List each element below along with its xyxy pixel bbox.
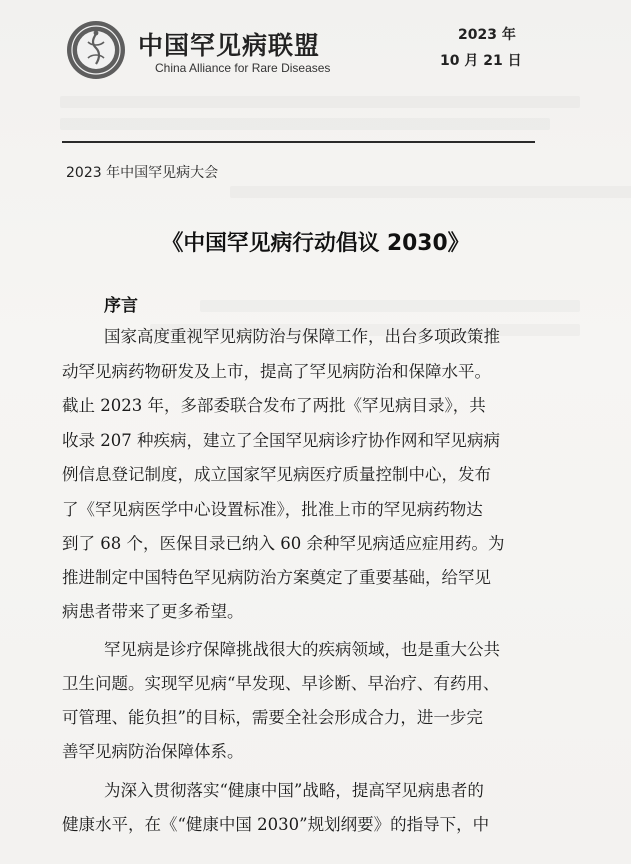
body-line: 为深入贯彻落实“健康中国”战略，提高罕见病患者的 — [104, 781, 484, 800]
date-day: 10 月 21 日 — [440, 53, 522, 69]
letterhead — [0, 0, 631, 150]
body-line: 善罕见病防治保障体系。 — [62, 742, 244, 761]
body-line: 例信息登记制度，成立国家罕见病医疗质量控制中心，发布 — [62, 465, 491, 484]
event-name: 2023 年中国罕见病大会 — [66, 165, 219, 181]
body-line: 国家高度重视罕见病防治与保障工作，出台多项政策推 — [104, 327, 500, 346]
org-seal-logo-icon — [66, 20, 126, 80]
body-line: 卫生问题。实现罕见病“早发现、早诊断、早治疗、有药用、 — [62, 674, 500, 693]
bleed-through-shadow — [200, 300, 580, 312]
body-line: 截止 2023 年，多部委联合发布了两批《罕见病目录》，共 — [62, 396, 486, 415]
body-line: 可管理、能负担”的目标，需要全社会形成合力，进一步完 — [62, 708, 483, 727]
body-line: 健康水平，在《“健康中国 2030”规划纲要》的指导下，中 — [62, 815, 490, 834]
section-heading: 序言 — [104, 296, 138, 316]
org-name-en: China Alliance for Rare Diseases — [155, 61, 331, 75]
body-line: 动罕见病药物研发及上市，提高了罕见病防治和保障水平。 — [62, 362, 491, 381]
header-divider — [62, 141, 535, 143]
body-line: 到了 68 个，医保目录已纳入 60 余种罕见病适应症用药。为 — [62, 534, 505, 553]
body-line: 病患者带来了更多希望。 — [62, 602, 244, 621]
document-title: 《中国罕见病行动倡议 2030》 — [161, 231, 470, 256]
body-line: 收录 207 种疾病，建立了全国罕见病诊疗协作网和罕见病病 — [62, 431, 500, 450]
bleed-through-shadow — [230, 186, 631, 198]
date-year: 2023 年 — [458, 27, 516, 43]
body-line: 罕见病是诊疗保障挑战很大的疾病领域，也是重大公共 — [104, 640, 500, 659]
body-line: 推进制定中国特色罕见病防治方案奠定了重要基础，给罕见 — [62, 568, 491, 587]
body-line: 了《罕见病医学中心设置标准》，批准上市的罕见病药物达 — [62, 500, 483, 519]
org-name-cn: 中国罕见病联盟 — [138, 31, 321, 60]
